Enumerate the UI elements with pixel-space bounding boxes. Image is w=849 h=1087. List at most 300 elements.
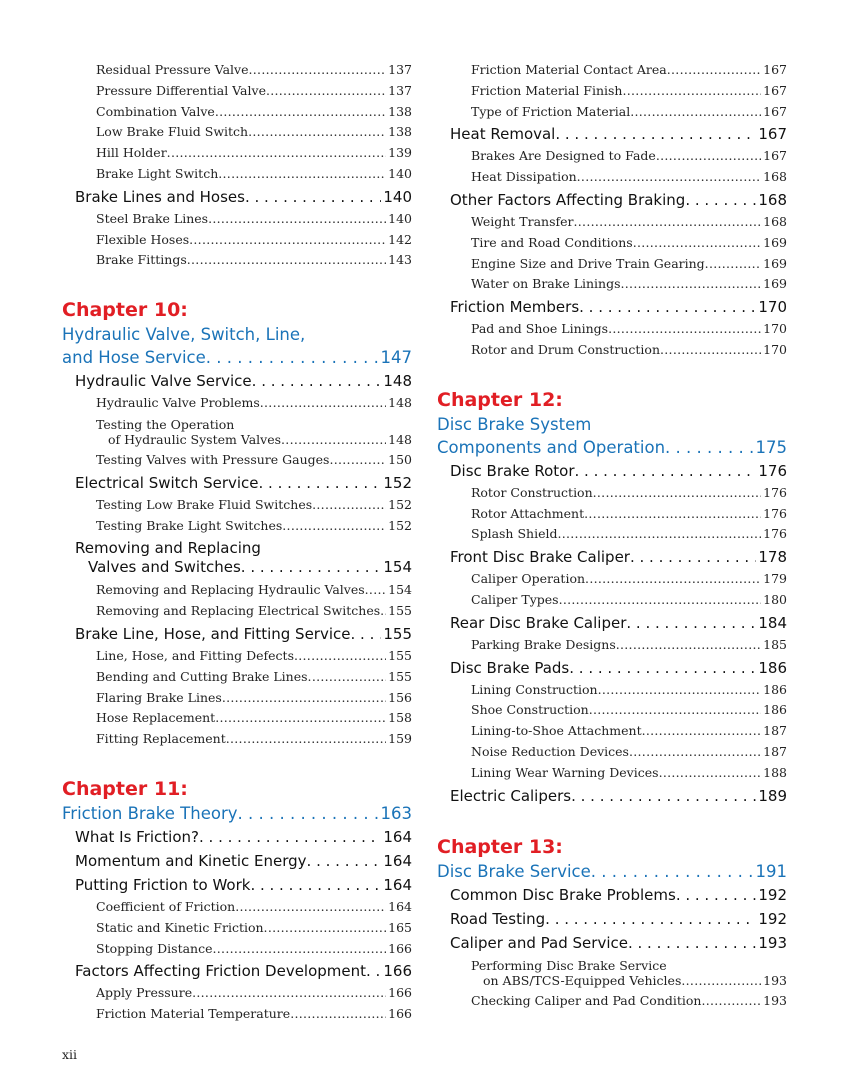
- toc-section-entry[interactable]: [437, 459, 787, 483]
- entry-page: 176: [758, 461, 787, 480]
- leader-dots: [621, 274, 762, 295]
- entry-title: Hose Replacement: [96, 710, 216, 726]
- leader-dots: [238, 802, 379, 825]
- chapter-13-page: 191: [755, 861, 787, 881]
- toc-section-entry[interactable]: [437, 907, 787, 931]
- entry-title: Putting Friction to Work: [75, 875, 251, 894]
- leader-dots: [215, 708, 386, 729]
- entry-title: Brake Line, Hose, and Fitting Service: [75, 624, 351, 643]
- entry-title: Pressure Differential Valve: [96, 82, 266, 98]
- entry-page: 156: [388, 689, 412, 705]
- toc-subsection-entry[interactable]: [62, 230, 412, 251]
- leader-dots: [626, 611, 756, 635]
- leader-dots: [577, 167, 761, 188]
- chapter-12-title[interactable]: [437, 413, 787, 459]
- entry-title-line1: Removing and Replacing: [75, 539, 261, 558]
- chapter-12-title-line1: Disc Brake System: [437, 414, 592, 434]
- entry-title: Water on Brake Linings: [471, 276, 621, 292]
- entry-page: 148: [388, 431, 412, 447]
- entry-page: 167: [758, 125, 787, 144]
- toc-subsection-entry[interactable]: [62, 414, 412, 450]
- leader-dots: [199, 825, 381, 849]
- entry-title: Steel Brake Lines: [96, 210, 209, 226]
- chapter-13-title[interactable]: [437, 860, 787, 883]
- toc-subsection-entry[interactable]: [437, 680, 787, 701]
- entry-title: Combination Valve: [96, 103, 215, 119]
- entry-page: 152: [388, 496, 412, 512]
- entry-title: Weight Transfer: [471, 213, 574, 229]
- toc-subsection-entry[interactable]: [62, 897, 412, 918]
- leader-dots: [659, 763, 762, 784]
- leader-dots: [213, 939, 387, 960]
- entry-page: 185: [763, 636, 787, 652]
- entry-page: 180: [763, 591, 787, 607]
- toc-subsection-entry[interactable]: [62, 1004, 412, 1025]
- toc-subsection-entry[interactable]: [62, 708, 412, 729]
- leader-dots: [206, 346, 379, 369]
- leader-dots: [598, 680, 762, 701]
- toc-list: [437, 883, 787, 1012]
- leader-dots: [365, 580, 386, 601]
- entry-title: Rotor Attachment: [471, 505, 585, 521]
- entry-page: 193: [763, 972, 787, 988]
- entry-page: 158: [388, 710, 412, 726]
- entry-title: Residual Pressure Valve: [96, 62, 249, 77]
- entry-page: 178: [758, 548, 787, 567]
- leader-dots: [282, 516, 386, 537]
- entry-page: 150: [388, 451, 412, 467]
- toc-section-entry[interactable]: [62, 369, 412, 393]
- toc-section-entry[interactable]: [62, 849, 412, 873]
- entry-title: Brake Fittings: [96, 252, 187, 268]
- entry-page: 166: [388, 1006, 412, 1022]
- leader-dots: [569, 656, 756, 680]
- entry-page: 155: [388, 668, 412, 684]
- toc-subsection-entry[interactable]: [62, 495, 412, 516]
- entry-page: 168: [763, 213, 787, 229]
- entry-title: Lining Wear Warning Devices: [471, 764, 659, 780]
- entry-title: Splash Shield: [471, 526, 558, 542]
- chapter-10-page: 147: [380, 348, 412, 368]
- entry-page: 166: [388, 940, 412, 956]
- leader-dots: [545, 907, 756, 931]
- entry-page: 186: [763, 702, 787, 718]
- entry-title: Testing Low Brake Fluid Switches: [96, 496, 313, 512]
- chapter-13-heading: Chapter 13:: [437, 835, 563, 858]
- leader-dots: [366, 959, 381, 983]
- entry-title: Testing Valves with Pressure Gauges: [96, 451, 330, 467]
- toc-subsection-entry[interactable]: [62, 209, 412, 230]
- entry-title: Removing and Replacing Hydraulic Valves: [96, 582, 365, 598]
- entry-title: Heat Removal: [450, 125, 556, 144]
- entry-title-line2: of Hydraulic System Valves: [108, 431, 282, 447]
- entry-page: 164: [388, 898, 412, 914]
- entry-page: 165: [388, 919, 412, 935]
- entry-page: 148: [388, 395, 412, 411]
- entry-title-line1: Testing the Operation: [96, 416, 235, 432]
- entry-title-line2: on ABS/TCS-Equipped Vehicles: [483, 972, 682, 988]
- leader-dots: [629, 742, 761, 763]
- leader-dots: [630, 545, 756, 569]
- entry-page: 148: [383, 372, 412, 391]
- toc-subsection-entry[interactable]: [437, 524, 787, 545]
- leader-dots: [250, 873, 381, 897]
- toc-column-right: [437, 60, 787, 1011]
- entry-title: Lining Construction: [471, 681, 598, 697]
- entry-page: 167: [763, 62, 787, 77]
- entry-title: Brake Light Switch: [96, 165, 219, 181]
- leader-dots: [557, 524, 761, 545]
- toc-subsection-entry[interactable]: [62, 580, 412, 601]
- leader-dots: [218, 164, 386, 185]
- entry-title: Removing and Replacing Electrical Switches: [96, 603, 381, 619]
- entry-page: 155: [383, 624, 412, 643]
- toc-subsection-entry[interactable]: [62, 164, 412, 185]
- leader-dots: [681, 973, 761, 988]
- entry-page: 166: [383, 962, 412, 981]
- entry-page: 140: [388, 210, 412, 226]
- toc-subsection-entry[interactable]: [437, 254, 787, 275]
- toc-subsection-entry[interactable]: [437, 212, 787, 233]
- chapter-10-title[interactable]: [62, 323, 412, 369]
- toc-subsection-entry[interactable]: [437, 569, 787, 590]
- toc-subsection-entry[interactable]: [62, 918, 412, 939]
- entry-title: Friction Material Temperature: [96, 1006, 291, 1022]
- entry-title: Fitting Replacement: [96, 731, 226, 747]
- leader-dots: [351, 622, 382, 646]
- entry-title: Caliper and Pad Service: [450, 933, 628, 952]
- toc-section-entry[interactable]: [437, 784, 787, 808]
- toc-section-entry[interactable]: [437, 545, 787, 569]
- toc-section-entry[interactable]: [62, 471, 412, 495]
- entry-title: Type of Friction Material: [471, 103, 631, 119]
- toc-subsection-entry[interactable]: [62, 729, 412, 750]
- toc-subsection-entry[interactable]: [437, 167, 787, 188]
- entry-title: Stopping Distance: [96, 940, 213, 956]
- entry-page: 138: [388, 103, 412, 119]
- leader-dots: [630, 102, 761, 123]
- leader-dots: [575, 459, 757, 483]
- toc-subsection-entry[interactable]: [437, 81, 787, 102]
- leader-dots: [208, 209, 386, 230]
- toc-list: [437, 459, 787, 808]
- leader-dots: [187, 250, 386, 271]
- leader-dots: [189, 230, 386, 251]
- entry-page: 169: [763, 255, 787, 271]
- leader-dots: [585, 569, 761, 590]
- toc-subsection-entry[interactable]: [437, 233, 787, 254]
- entry-title: Electric Calipers: [450, 786, 572, 805]
- entry-title: Hydraulic Valve Problems: [96, 395, 260, 411]
- toc-subsection-entry[interactable]: [62, 250, 412, 271]
- leader-dots: [260, 393, 386, 414]
- leader-dots: [608, 319, 761, 340]
- entry-title: Common Disc Brake Problems: [450, 885, 676, 904]
- entry-page: 142: [388, 231, 412, 247]
- entry-page: 138: [388, 124, 412, 140]
- entry-title: Heat Dissipation: [471, 169, 577, 185]
- entry-title: Factors Affecting Friction Development: [75, 962, 367, 981]
- toc-subsection-entry[interactable]: [437, 146, 787, 167]
- entry-page: 169: [763, 234, 787, 250]
- toc-subsection-entry[interactable]: [62, 667, 412, 688]
- leader-dots: [593, 483, 762, 504]
- entry-page: 164: [383, 827, 412, 846]
- toc-section-entry[interactable]: [437, 122, 787, 146]
- chapter-10-title-line2: and Hose Service: [62, 348, 206, 368]
- entry-title: Front Disc Brake Caliper: [450, 548, 630, 567]
- leader-dots: [616, 635, 761, 656]
- toc-subsection-entry[interactable]: [62, 122, 412, 143]
- toc-section-entry[interactable]: [437, 188, 787, 212]
- leader-dots: [307, 849, 382, 873]
- leader-dots: [574, 212, 762, 233]
- leader-dots: [241, 558, 382, 577]
- toc-subsection-entry[interactable]: [62, 81, 412, 102]
- leader-dots: [266, 81, 386, 102]
- entry-title: Testing Brake Light Switches: [96, 517, 283, 533]
- toc-list: [62, 369, 412, 750]
- entry-page: 152: [383, 473, 412, 492]
- entry-title: Brake Lines and Hoses: [75, 187, 245, 206]
- entry-page: 167: [763, 82, 787, 98]
- toc-subsection-entry[interactable]: [437, 102, 787, 123]
- toc-subsection-entry[interactable]: [437, 635, 787, 656]
- leader-dots: [579, 295, 756, 319]
- entry-title: Tire and Road Conditions: [471, 234, 633, 250]
- entry-page: 137: [388, 82, 412, 98]
- toc-subsection-entry[interactable]: [437, 60, 787, 81]
- entry-page: 170: [763, 341, 787, 357]
- entry-title: Electrical Switch Service: [75, 473, 259, 492]
- toc-column-left: [62, 60, 412, 1025]
- leader-dots: [248, 122, 386, 143]
- entry-title: Lining-to-Shoe Attachment: [471, 723, 642, 739]
- entry-page: 170: [763, 321, 787, 337]
- toc-section-entry[interactable]: [437, 656, 787, 680]
- entry-page: 188: [763, 764, 787, 780]
- toc-subsection-entry[interactable]: [62, 939, 412, 960]
- toc-section-entry[interactable]: [62, 873, 412, 897]
- leader-dots: [235, 897, 386, 918]
- entry-page: 187: [763, 723, 787, 739]
- toc-subsection-entry[interactable]: [62, 102, 412, 123]
- entry-title: Caliper Operation: [471, 571, 586, 587]
- leader-dots: [701, 991, 761, 1012]
- entry-page: 152: [388, 517, 412, 533]
- entry-title: Engine Size and Drive Train Gearing: [471, 255, 705, 271]
- entry-title: Flexible Hoses: [96, 231, 190, 247]
- entry-title: Pad and Shoe Linings: [471, 321, 609, 337]
- entry-title: Hydraulic Valve Service: [75, 372, 252, 391]
- chapter-12-heading: Chapter 12:: [437, 388, 563, 411]
- chapter-11-title[interactable]: [62, 802, 412, 825]
- toc-subsection-entry[interactable]: [437, 340, 787, 361]
- leader-dots: [312, 495, 386, 516]
- entry-title: Road Testing: [450, 909, 546, 928]
- entry-title: Apply Pressure: [96, 985, 193, 1001]
- entry-page: 189: [758, 786, 787, 805]
- entry-title: Hill Holder: [96, 145, 167, 161]
- entry-title: What Is Friction?: [75, 827, 199, 846]
- leader-dots: [259, 471, 382, 495]
- entry-title: Shoe Construction: [471, 702, 589, 718]
- toc-section-entry[interactable]: [62, 825, 412, 849]
- entry-page: 193: [763, 992, 787, 1008]
- toc-subsection-entry[interactable]: [437, 590, 787, 611]
- toc-subsection-entry[interactable]: [437, 504, 787, 525]
- leader-dots: [559, 590, 762, 611]
- leader-dots: [656, 146, 761, 167]
- toc-list: [437, 60, 787, 361]
- toc-section-entry[interactable]: [437, 931, 787, 955]
- toc-subsection-entry[interactable]: [62, 688, 412, 709]
- entry-title: Static and Kinetic Friction: [96, 919, 264, 935]
- leader-dots: [591, 860, 754, 883]
- entry-page: 186: [763, 681, 787, 697]
- entry-title: Checking Caliper and Pad Condition: [471, 992, 702, 1008]
- entry-title: Coefficient of Friction: [96, 898, 236, 914]
- leader-dots: [676, 883, 757, 907]
- entry-page: 164: [383, 875, 412, 894]
- chapter-11-title-line1: Friction Brake Theory: [62, 803, 238, 823]
- toc-subsection-entry[interactable]: [62, 393, 412, 414]
- leader-dots: [628, 931, 756, 955]
- entry-page: 168: [763, 169, 787, 185]
- entry-page: 192: [758, 909, 787, 928]
- toc-subsection-entry[interactable]: [62, 646, 412, 667]
- entry-title: Bending and Cutting Brake Lines: [96, 668, 308, 684]
- toc-subsection-entry[interactable]: [437, 483, 787, 504]
- entry-page: 166: [388, 985, 412, 1001]
- entry-page: 155: [388, 647, 412, 663]
- entry-page: 169: [763, 276, 787, 292]
- page-number: xii: [62, 1047, 78, 1062]
- toc-subsection-entry[interactable]: [62, 516, 412, 537]
- entry-page: 154: [383, 558, 412, 577]
- leader-dots: [589, 700, 761, 721]
- leader-dots: [249, 60, 387, 81]
- toc-subsection-entry[interactable]: [437, 319, 787, 340]
- entry-page: 167: [763, 103, 787, 119]
- toc-subsection-entry[interactable]: [437, 274, 787, 295]
- toc-subsection-entry[interactable]: [437, 955, 787, 991]
- leader-dots: [571, 784, 756, 808]
- entry-title: Parking Brake Designs: [471, 636, 616, 652]
- leader-dots: [264, 918, 387, 939]
- entry-page: 168: [758, 190, 787, 209]
- toc-subsection-entry[interactable]: [62, 601, 412, 622]
- toc-list: [62, 60, 412, 271]
- chapter-13-title-line1: Disc Brake Service: [437, 861, 591, 881]
- toc-section-entry[interactable]: [437, 295, 787, 319]
- entry-title: Friction Members: [450, 298, 580, 317]
- toc-list: [62, 825, 412, 1025]
- leader-dots: [665, 436, 753, 459]
- toc-section-entry[interactable]: [437, 611, 787, 635]
- chapter-12-page: 175: [755, 437, 787, 457]
- toc-subsection-entry[interactable]: [437, 700, 787, 721]
- toc-section-entry[interactable]: [62, 185, 412, 209]
- leader-dots: [192, 983, 386, 1004]
- entry-title: Low Brake Fluid Switch: [96, 124, 249, 140]
- toc-subsection-entry[interactable]: [62, 450, 412, 471]
- entry-title: Disc Brake Pads: [450, 658, 570, 677]
- entry-title: Noise Reduction Devices: [471, 743, 629, 759]
- toc-section-entry[interactable]: [62, 536, 412, 580]
- leader-dots: [245, 185, 381, 209]
- toc-section-entry[interactable]: [62, 622, 412, 646]
- leader-dots: [685, 188, 756, 212]
- toc-subsection-entry[interactable]: [62, 143, 412, 164]
- leader-dots: [329, 450, 386, 471]
- entry-page: 176: [763, 526, 787, 542]
- entry-title: Friction Material Finish: [471, 82, 623, 98]
- entry-title: Flaring Brake Lines: [96, 689, 222, 705]
- leader-dots: [252, 369, 382, 393]
- toc-section-entry[interactable]: [62, 959, 412, 983]
- entry-page: 192: [758, 885, 787, 904]
- chapter-10-heading: Chapter 10:: [62, 299, 188, 322]
- entry-title: Rotor Construction: [471, 484, 593, 500]
- leader-dots: [555, 122, 756, 146]
- toc-subsection-entry[interactable]: [437, 721, 787, 742]
- entry-page: 187: [763, 743, 787, 759]
- leader-dots: [584, 504, 761, 525]
- chapter-11-page: 163: [380, 803, 412, 823]
- entry-page: 143: [388, 252, 412, 268]
- entry-page: 170: [758, 298, 787, 317]
- leader-dots: [167, 143, 386, 164]
- entry-page: 140: [388, 165, 412, 181]
- entry-page: 140: [383, 187, 412, 206]
- leader-dots: [667, 60, 761, 81]
- entry-title: Disc Brake Rotor: [450, 461, 575, 480]
- entry-page: 184: [758, 613, 787, 632]
- entry-page: 176: [763, 505, 787, 521]
- entry-page: 159: [388, 731, 412, 747]
- toc-section-entry[interactable]: [437, 883, 787, 907]
- entry-page: 154: [388, 582, 412, 598]
- leader-dots: [215, 102, 386, 123]
- toc-subsection-entry[interactable]: [437, 742, 787, 763]
- leader-dots: [633, 233, 761, 254]
- chapter-10-title-line1: Hydraulic Valve, Switch, Line,: [62, 325, 306, 345]
- entry-page: 186: [758, 658, 787, 677]
- toc-subsection-entry[interactable]: [437, 991, 787, 1012]
- toc-subsection-entry[interactable]: [62, 60, 412, 81]
- entry-title: Rotor and Drum Construction: [471, 341, 660, 357]
- leader-dots: [660, 340, 761, 361]
- toc-subsection-entry[interactable]: [62, 983, 412, 1004]
- entry-title: Brakes Are Designed to Fade: [471, 148, 656, 164]
- leader-dots: [705, 254, 761, 275]
- entry-title-line1: Performing Disc Brake Service: [471, 957, 667, 973]
- leader-dots: [622, 81, 761, 102]
- chapter-12-title-line2: Components and Operation: [437, 437, 666, 457]
- leader-dots: [642, 721, 762, 742]
- leader-dots: [290, 1004, 386, 1025]
- entry-page: 193: [758, 933, 787, 952]
- toc-subsection-entry[interactable]: [437, 763, 787, 784]
- entry-title: Caliper Types: [471, 591, 559, 607]
- leader-dots: [222, 688, 386, 709]
- entry-page: 164: [383, 851, 412, 870]
- entry-page: 167: [763, 148, 787, 164]
- entry-page: 179: [763, 571, 787, 587]
- entry-title: Other Factors Affecting Braking: [450, 190, 686, 209]
- leader-dots: [294, 646, 386, 667]
